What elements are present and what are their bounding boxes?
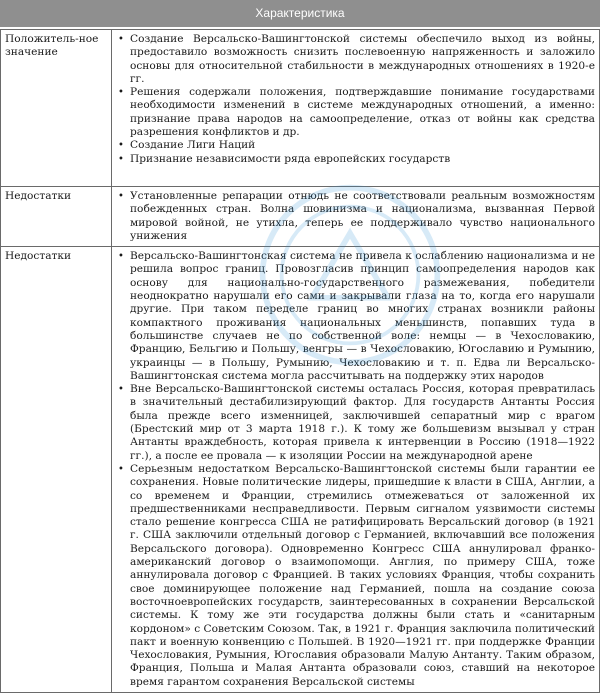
bullet-icon: •	[118, 153, 124, 165]
bullet-list	[116, 190, 595, 243]
bullet-list	[116, 33, 595, 166]
bullet-icon: •	[118, 251, 124, 263]
bullet-icon: •	[118, 463, 124, 475]
list-item	[116, 250, 595, 383]
table-header: Характеристика	[0, 0, 600, 27]
list-item-text: Серьезным недостатком Версальско-Вашингтонской системы были гарантии ее сохранения. Новые политические лидеры, пришедшие к власти в США, Англии, а со временем и Франции, стремились отмежеваться от заложенной их предшественниками несправедливости. Первым сигналом уязвимости системы стало решение конгресса США не ратифицировать Версальский договор (в 1921 г. США заключили отдельный договор с Германией, включавший все положения Версальского договора). Одновременно Конгресс США аннулировал франко-американский договор о взаимопомощи. Англия, по примеру США, тоже аннулировала договор с Францией. В таких условиях Франция, чтобы сохранить свое доминирующее положение над Германией, пошла на создание союза восточноевропейских государств, заинтересованных в сохранении Версальской системы. К тому же эти государства должны были стать и «санитарным кордоном» с Советским Союзом. Так, в 1921 г. Франция заключила политический пакт и военную конвенцию с Польшей. В 1920—1921 гг. при поддержке Франции Чехословакия, Румыния, Югославия образовали Малую Антанту. Таким образом, Франция, Польша и Малая Антанта образовали союз, ставший на некоторое время гарантом сохранения Версальской системы	[130, 462, 595, 688]
row-content	[112, 247, 600, 693]
list-item-text: Установленные репарации отнюдь не соответствовали реальным возможностям побежденных стран. Волна шовинизма и национализма, вызванная Первой мировой войной, не утихла, теперь ее поддерживало чувство национального унижения	[130, 190, 595, 242]
list-item	[116, 153, 595, 166]
bullet-icon: •	[118, 384, 124, 396]
list-item	[116, 383, 595, 463]
list-item	[116, 139, 595, 152]
bullet-list	[116, 250, 595, 689]
list-item-text: Признание независимости ряда европейских государств	[130, 152, 451, 165]
list-item	[116, 190, 595, 243]
list-item-text: Решения содержали положения, подтверждавшие понимание государствами необходимости изменений в системе международных отношений, а именно: признание права народов на самоопределение, отказ от войны как средства разрешения конфликтов и др.	[130, 86, 595, 139]
list-item	[116, 33, 595, 86]
characteristics-table	[0, 29, 600, 693]
bullet-icon: •	[118, 34, 124, 45]
table-row-shortcomings-2	[1, 247, 600, 693]
row-content	[112, 187, 600, 247]
table-row-positive	[1, 30, 600, 187]
list-item-text: Версальско-Вашингтонская система не привела к ослаблению национализма и не решила вопрос границ. Провозгласив принцип самоопределения народов как основу для национально-государственного размежевания, победители неоднократно нарушали его сами и закрывали глаза на то, когда его нарушали другие. При таком переделе границ во многих странах возникли районы компактного проживания национальных меньшинств, попавших туда в большинстве случаев не по собственной воле: немцы — в Чехословакию, Францию, Бельгию и Польшу, венгры — в Чехословакию, Югославию и Румынию, украинцы — в Польшу, Румынию, Чехословакию и т. п. Едва ли Версальско-Вашингтонская система могла рассчитывать на поддержку этих народов	[130, 250, 595, 382]
row-label: Недостатки	[1, 247, 112, 693]
list-item-text: Создание Версальско-Вашингтонской системы обеспечило выход из войны, предоставило возможность снизить послевоенную напряженность и заложило основы для относительной стабильности в международных отношениях в 1920-е гг.	[130, 33, 595, 85]
row-content	[112, 30, 600, 187]
bullet-icon: •	[118, 140, 124, 152]
row-label: Недостатки	[1, 187, 112, 247]
list-item	[116, 463, 595, 689]
list-item	[116, 86, 595, 139]
list-item-text: Создание Лиги Наций	[130, 139, 256, 152]
list-item-text: Вне Версальско-Вашингтонской системы осталась Россия, которая превратилась в значительный дестабилизирующий фактор. Для государств Антанты Россия была прежде всего изменницей, заключившей сепаратный мир с врагом (Брестский мир от 3 марта 1918 г.). К тому же большевизм вызывал у стран Антанты враждебность, которая привела к интервенции в Россию (1918—1922 гг.), а после ее провала — к изоляции России на международной арене	[130, 383, 595, 462]
row-label: Положитель-ное значение	[1, 30, 112, 187]
table-row-shortcomings-1	[1, 187, 600, 247]
bullet-icon: •	[118, 191, 124, 202]
bullet-icon: •	[118, 87, 124, 99]
